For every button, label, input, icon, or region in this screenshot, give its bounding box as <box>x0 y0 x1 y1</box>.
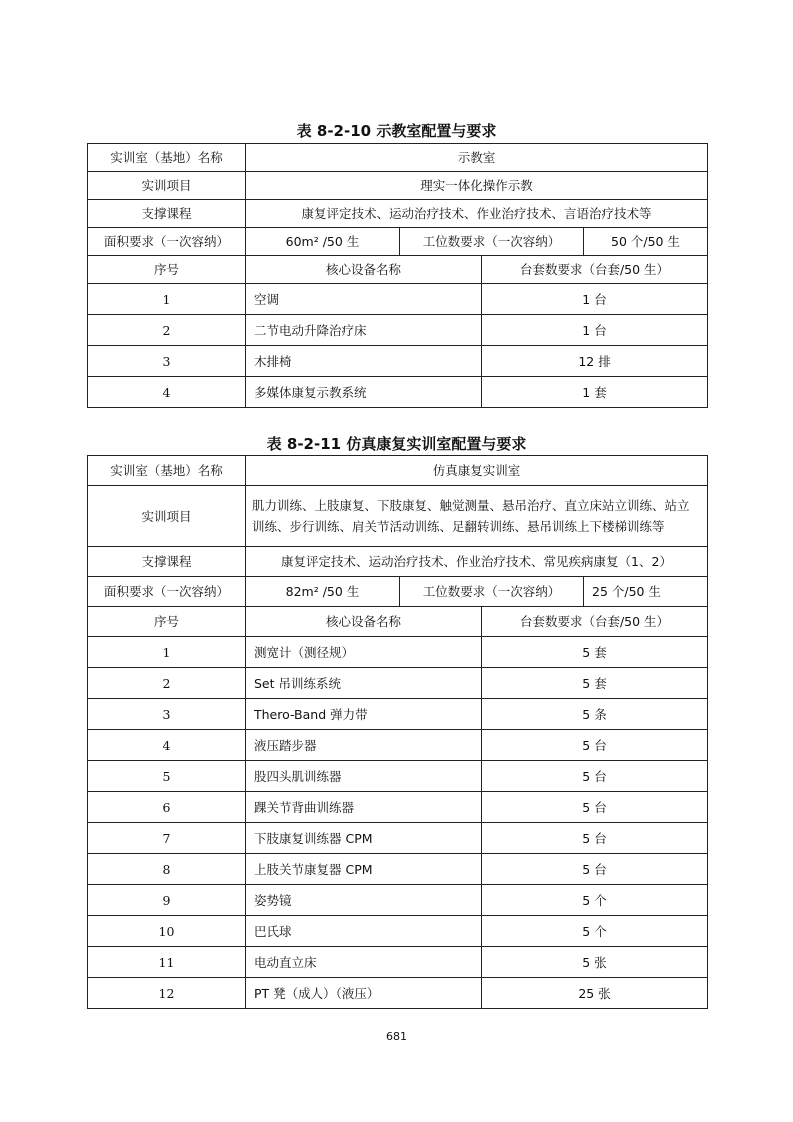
row-equipment-name: 踝关节背曲训练器 <box>246 792 482 823</box>
demo-room-config-table <box>87 143 708 408</box>
row-equipment-name: 液压踏步器 <box>246 730 482 761</box>
station-requirement-value: 25 个/50 生 <box>584 577 708 607</box>
row-quantity: 25 张 <box>482 978 708 1009</box>
row-quantity: 5 套 <box>482 668 708 699</box>
table-row <box>88 885 708 916</box>
row-seq: 4 <box>88 377 246 408</box>
table-row <box>88 172 708 200</box>
room-name-value: 示教室 <box>246 144 708 172</box>
row-quantity: 1 台 <box>482 284 708 315</box>
table-header-row <box>88 607 708 637</box>
supporting-course-label: 支撑课程 <box>88 200 246 228</box>
table-row <box>88 978 708 1009</box>
table-header-row <box>88 256 708 284</box>
row-seq: 8 <box>88 854 246 885</box>
row-quantity: 1 台 <box>482 315 708 346</box>
table-row <box>88 144 708 172</box>
station-requirement-label: 工位数要求（一次容纳） <box>400 577 584 607</box>
row-equipment-name: 下肢康复训练器 CPM <box>246 823 482 854</box>
row-seq: 1 <box>88 637 246 668</box>
training-project-value: 肌力训练、上肢康复、下肢康复、触觉测量、悬吊治疗、直立床站立训练、站立训练、步行训练、肩关节活动训练、足翻转训练、悬吊训练上下楼梯训练等 <box>246 486 708 547</box>
row-quantity: 5 条 <box>482 699 708 730</box>
table-row <box>88 730 708 761</box>
page-number: 681 <box>386 1030 407 1043</box>
column-header-seq: 序号 <box>88 256 246 284</box>
row-equipment-name: 测宽计（测径规） <box>246 637 482 668</box>
row-equipment-name: 木排椅 <box>246 346 482 377</box>
row-equipment-name: PT 凳（成人）（液压） <box>246 978 482 1009</box>
row-equipment-name: 姿势镜 <box>246 885 482 916</box>
row-equipment-name: 上肢关节康复器 CPM <box>246 854 482 885</box>
row-quantity: 5 张 <box>482 947 708 978</box>
row-seq: 2 <box>88 668 246 699</box>
row-seq: 12 <box>88 978 246 1009</box>
area-requirement-label: 面积要求（一次容纳） <box>88 228 246 256</box>
table-row <box>88 228 708 256</box>
row-seq: 5 <box>88 761 246 792</box>
table-row <box>88 284 708 315</box>
row-seq: 1 <box>88 284 246 315</box>
column-header-quantity: 台套数要求（台套/50 生） <box>482 607 708 637</box>
supporting-course-label: 支撑课程 <box>88 547 246 577</box>
table-row <box>88 761 708 792</box>
row-seq: 6 <box>88 792 246 823</box>
row-seq: 7 <box>88 823 246 854</box>
row-seq: 2 <box>88 315 246 346</box>
row-equipment-name: 多媒体康复示教系统 <box>246 377 482 408</box>
row-seq: 4 <box>88 730 246 761</box>
table-caption-demo-room: 表 8-2-10 示教室配置与要求 <box>296 122 497 140</box>
row-equipment-name: Thero-Band 弹力带 <box>246 699 482 730</box>
training-project-label: 实训项目 <box>88 172 246 200</box>
table-caption-simulation-room: 表 8-2-11 仿真康复实训室配置与要求 <box>266 435 527 453</box>
table-row <box>88 315 708 346</box>
table-row <box>88 377 708 408</box>
table-row <box>88 699 708 730</box>
room-name-label: 实训室（基地）名称 <box>88 144 246 172</box>
row-seq: 11 <box>88 947 246 978</box>
column-header-equipment: 核心设备名称 <box>246 607 482 637</box>
table-row <box>88 486 708 547</box>
table-row <box>88 668 708 699</box>
area-requirement-value: 60m² /50 生 <box>246 228 400 256</box>
column-header-quantity: 台套数要求（台套/50 生） <box>482 256 708 284</box>
table-row <box>88 547 708 577</box>
supporting-course-value: 康复评定技术、运动治疗技术、作业治疗技术、常见疾病康复（1、2） <box>246 547 708 577</box>
column-header-equipment: 核心设备名称 <box>246 256 482 284</box>
table-row <box>88 947 708 978</box>
simulation-room-config-table <box>87 455 708 1009</box>
room-name-label: 实训室（基地）名称 <box>88 456 246 486</box>
row-quantity: 5 台 <box>482 823 708 854</box>
row-equipment-name: Set 吊训练系统 <box>246 668 482 699</box>
training-project-value: 理实一体化操作示教 <box>246 172 708 200</box>
table-row <box>88 916 708 947</box>
row-quantity: 5 个 <box>482 916 708 947</box>
area-requirement-value: 82m² /50 生 <box>246 577 400 607</box>
row-quantity: 5 台 <box>482 761 708 792</box>
station-requirement-label: 工位数要求（一次容纳） <box>400 228 584 256</box>
row-seq: 9 <box>88 885 246 916</box>
station-requirement-value: 50 个/50 生 <box>584 228 708 256</box>
row-seq: 10 <box>88 916 246 947</box>
row-quantity: 5 台 <box>482 792 708 823</box>
row-quantity: 12 排 <box>482 346 708 377</box>
row-quantity: 5 台 <box>482 854 708 885</box>
row-equipment-name: 二节电动升降治疗床 <box>246 315 482 346</box>
row-equipment-name: 电动直立床 <box>246 947 482 978</box>
row-equipment-name: 空调 <box>246 284 482 315</box>
table-row <box>88 637 708 668</box>
row-quantity: 5 台 <box>482 730 708 761</box>
table-row <box>88 456 708 486</box>
table-row <box>88 823 708 854</box>
supporting-course-value: 康复评定技术、运动治疗技术、作业治疗技术、言语治疗技术等 <box>246 200 708 228</box>
table-row <box>88 346 708 377</box>
table-row <box>88 577 708 607</box>
row-quantity: 1 套 <box>482 377 708 408</box>
table-row <box>88 854 708 885</box>
area-requirement-label: 面积要求（一次容纳） <box>88 577 246 607</box>
column-header-seq: 序号 <box>88 607 246 637</box>
row-quantity: 5 个 <box>482 885 708 916</box>
table-row <box>88 200 708 228</box>
row-seq: 3 <box>88 699 246 730</box>
table-row <box>88 792 708 823</box>
row-equipment-name: 股四头肌训练器 <box>246 761 482 792</box>
row-equipment-name: 巴氏球 <box>246 916 482 947</box>
room-name-value: 仿真康复实训室 <box>246 456 708 486</box>
row-quantity: 5 套 <box>482 637 708 668</box>
training-project-label: 实训项目 <box>88 486 246 547</box>
row-seq: 3 <box>88 346 246 377</box>
